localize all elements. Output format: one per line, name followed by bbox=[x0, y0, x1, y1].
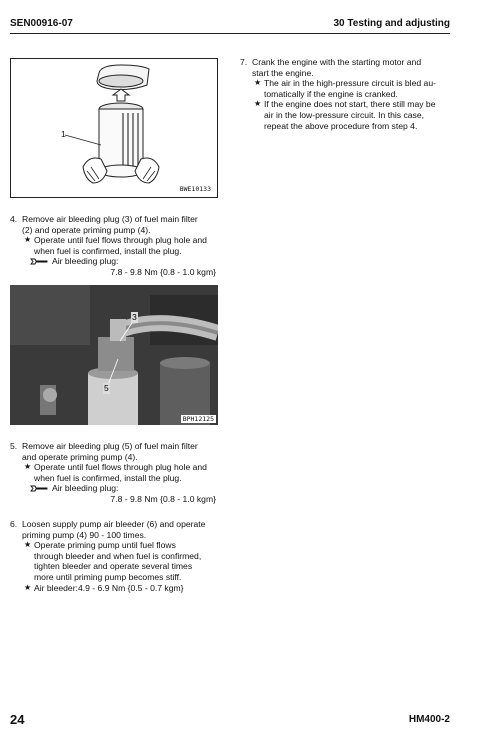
step-5 bbox=[10, 441, 220, 505]
note-line: Operate until fuel flows through plug hole and bbox=[34, 462, 207, 473]
step-text-line: Loosen supply pump air bleeder (6) and operate bbox=[22, 519, 206, 529]
step-4 bbox=[10, 214, 220, 278]
note-line: Air bleeder:4.9 - 6.9 Nm {0.5 - 0.7 kgm} bbox=[34, 582, 184, 593]
torque-spec bbox=[30, 483, 220, 494]
callout-1: 1 bbox=[61, 129, 66, 139]
note-line: more until priming pump becomes stiff. bbox=[34, 571, 182, 582]
note-line: when fuel is confirmed, install the plug. bbox=[34, 472, 182, 483]
step-6 bbox=[10, 519, 220, 593]
note bbox=[22, 583, 220, 594]
star-icon: ★ bbox=[24, 462, 32, 472]
note bbox=[22, 540, 220, 582]
note-line: repeat the above procedure from step 4. bbox=[264, 120, 418, 131]
step-number: 4. bbox=[10, 214, 18, 224]
step-text-line: priming pump (4) 90 - 100 times. bbox=[22, 529, 147, 540]
spec-label: Air bleeding plug: bbox=[52, 483, 119, 494]
note-line: If the engine does not start, there still may be bbox=[264, 99, 436, 110]
star-icon: ★ bbox=[24, 540, 32, 550]
note-line: air in the low-pressure circuit. In this case, bbox=[264, 109, 424, 120]
torque-spec bbox=[30, 256, 220, 267]
header-rule bbox=[10, 33, 450, 34]
step-7 bbox=[240, 57, 452, 131]
figure2-code: BPH12125 bbox=[182, 415, 214, 423]
note-line: Operate priming pump until fuel flows bbox=[34, 540, 176, 551]
note bbox=[252, 78, 452, 99]
figure-engine-photo bbox=[10, 285, 218, 425]
section-title: 30 Testing and adjusting bbox=[333, 18, 450, 29]
spec-value: 7.8 - 9.8 Nm {0.8 - 1.0 kgm} bbox=[110, 493, 216, 504]
star-icon: ★ bbox=[24, 582, 32, 592]
figure1-code: BWE10133 bbox=[179, 185, 211, 193]
spec-value: 7.8 - 9.8 Nm {0.8 - 1.0 kgm} bbox=[110, 266, 216, 277]
note bbox=[22, 462, 220, 483]
note-line: Operate until fuel flows through plug hole and bbox=[34, 235, 207, 246]
note bbox=[22, 235, 220, 256]
figure-fuel-filter-illustration bbox=[10, 58, 218, 198]
filter-drawing bbox=[11, 59, 217, 197]
step-text-line: Crank the engine with the starting motor and bbox=[252, 57, 422, 67]
callout-5: 5 bbox=[104, 383, 109, 393]
note-line: tighten bleeder and operate several times bbox=[34, 561, 193, 572]
wrench-icon bbox=[30, 485, 48, 492]
note bbox=[252, 99, 452, 131]
note-line: The air in the high-pressure circuit is bled au- bbox=[264, 78, 436, 89]
step-number: 7. bbox=[240, 57, 248, 67]
doc-id: SEN00916-07 bbox=[10, 18, 73, 29]
star-icon: ★ bbox=[254, 99, 262, 109]
callout-3: 3 bbox=[132, 312, 137, 322]
note-line: tomatically if the engine is cranked. bbox=[264, 88, 398, 99]
wrench-icon bbox=[30, 258, 48, 265]
step-text-line: (2) and operate priming pump (4). bbox=[22, 224, 151, 235]
engine-photo-drawing bbox=[10, 285, 218, 425]
step-number: 6. bbox=[10, 519, 18, 529]
star-icon: ★ bbox=[254, 78, 262, 88]
step-text-line: start the engine. bbox=[252, 67, 314, 78]
spec-label: Air bleeding plug: bbox=[52, 256, 119, 267]
step-text-line: and operate priming pump (4). bbox=[22, 451, 138, 462]
page-number: 24 bbox=[10, 712, 25, 727]
step-text-line: Remove air bleeding plug (3) of fuel main filter bbox=[22, 214, 198, 224]
model-name: HM400-2 bbox=[408, 714, 450, 725]
step-text-line: Remove air bleeding plug (5) of fuel main filter bbox=[22, 441, 198, 451]
step-number: 5. bbox=[10, 441, 18, 451]
star-icon: ★ bbox=[24, 235, 32, 245]
note-line: through bleeder and when fuel is confirmed, bbox=[34, 550, 202, 561]
note-line: when fuel is confirmed, install the plug. bbox=[34, 245, 182, 256]
